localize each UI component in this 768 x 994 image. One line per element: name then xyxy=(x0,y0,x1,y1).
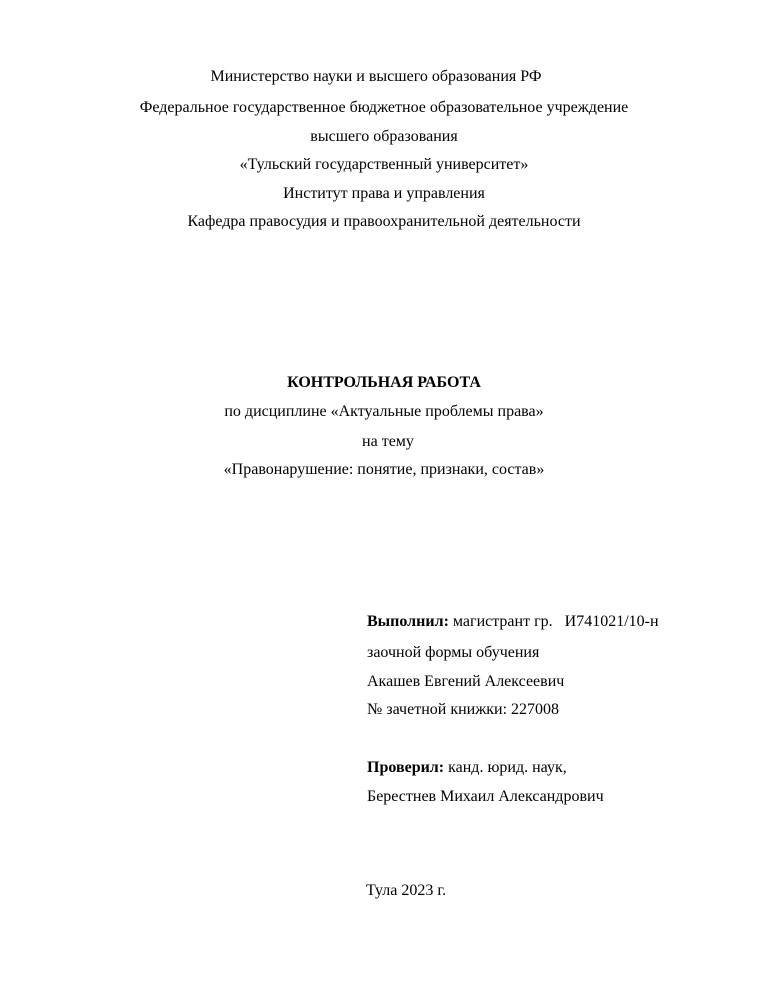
institution-type-line-2: высшего образования xyxy=(310,128,458,145)
author-study-form: заочной формы обучения xyxy=(367,644,540,661)
work-type-title: КОНТРОЛЬНАЯ РАБОТА xyxy=(287,374,481,391)
reviewer-label: Проверил: xyxy=(367,759,445,776)
institution-type-line: Федеральное государственное бюджетное образовательное учреждение xyxy=(139,99,629,116)
university-line: «Тульский государственный университет» xyxy=(239,156,529,173)
author-label: Выполнил: xyxy=(367,613,449,630)
reviewer-degree: канд. юрид. наук, xyxy=(448,759,567,776)
reviewer-name: Берестнев Михаил Александрович xyxy=(367,788,604,805)
author-record-book: № зачетной книжки: 227008 xyxy=(367,701,560,718)
topic-line: «Правонарушение: понятие, признаки, состав» xyxy=(223,461,545,478)
city-year: Тула 2023 г. xyxy=(366,882,447,899)
topic-label: на тему xyxy=(362,433,414,450)
author-group: магистрант гр. И741021/10-н xyxy=(452,613,659,630)
department-line: Кафедра правосудия и правоохранительной деятельности xyxy=(187,213,581,230)
author-group-line xyxy=(367,612,659,632)
author-name: Акашев Евгений Алексеевич xyxy=(367,673,565,690)
ministry-line: Министерство науки и высшего образования РФ xyxy=(210,68,542,85)
discipline-line: по дисциплине «Актуальные проблемы права» xyxy=(224,403,544,420)
reviewer-degree-line xyxy=(367,758,567,778)
institute-line: Институт права и управления xyxy=(283,185,485,202)
